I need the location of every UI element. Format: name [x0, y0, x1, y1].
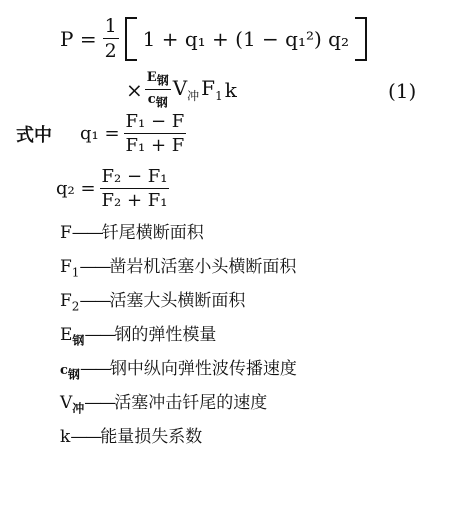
f1-subscript: 1: [215, 89, 223, 103]
def-subscript: 钢: [67, 367, 80, 382]
where-label: 式中: [16, 125, 52, 146]
f1-term: [201, 78, 223, 102]
def-text: 钎尾横断面积: [101, 223, 204, 243]
definition-row: [60, 422, 202, 449]
equation-line-2: [126, 68, 237, 112]
def-subscript: 1: [71, 265, 80, 280]
def-symbol: F: [60, 257, 72, 277]
q1-definition: [80, 112, 186, 156]
def-text: 凿岩机活塞小头横断面积: [109, 257, 297, 277]
q2-fraction: [100, 168, 170, 210]
def-text: 钢的弹性模量: [114, 325, 217, 345]
def-subscript: 冲: [72, 401, 85, 416]
def-dash: ——: [70, 427, 101, 447]
e-steel-subscript: 钢: [156, 74, 169, 88]
def-text: 活塞冲击钎尾的速度: [114, 393, 268, 413]
def-dash: ——: [84, 325, 115, 345]
def-symbol: V: [60, 393, 73, 413]
e-symbol: E: [146, 70, 157, 86]
def-dash: ——: [71, 223, 102, 243]
k-term: k: [224, 78, 237, 102]
definition-row: [60, 252, 296, 279]
definition-row: [60, 218, 204, 245]
c-symbol: c: [147, 92, 156, 107]
q2-lhs: q₂ =: [56, 178, 96, 199]
e-steel-numerator: [145, 71, 171, 90]
def-text: 能量损失系数: [100, 427, 203, 447]
def-dash: ——: [79, 359, 110, 379]
v-impact-subscript: 冲: [187, 89, 200, 103]
def-symbol: F: [60, 223, 72, 243]
definition-row: [60, 388, 267, 416]
bracket-content: 1 + q₁ + (1 − q₁²) q₂: [142, 27, 349, 51]
v-impact-term: [173, 78, 199, 102]
f-symbol: F: [201, 76, 216, 100]
def-subscript: 钢: [72, 333, 85, 348]
def-symbol: k: [60, 427, 71, 447]
v-symbol: V: [172, 76, 188, 100]
equation-line-1: [60, 14, 367, 64]
def-symbol: F: [60, 291, 72, 311]
def-symbol: c: [60, 363, 68, 378]
eq-lhs: P =: [60, 27, 97, 51]
q1-lhs: q₁ =: [80, 123, 120, 144]
c-steel-subscript: 钢: [155, 95, 168, 110]
q2-numerator: F₂ − F₁: [101, 166, 168, 187]
right-square-bracket: [355, 17, 367, 61]
def-symbol: E: [60, 325, 73, 345]
definition-row: [60, 354, 297, 382]
q1-denominator: F₁ + F: [125, 135, 185, 156]
c-steel-denominator: [145, 90, 171, 109]
e-over-c-fraction: [145, 71, 171, 108]
equation-number: (1): [388, 79, 417, 103]
def-subscript: 2: [71, 299, 80, 314]
def-dash: ——: [84, 393, 115, 413]
def-text: 钢中纵向弹性波传播速度: [109, 359, 297, 379]
def-text: 活塞大头横断面积: [109, 291, 246, 311]
half-numerator: 1: [104, 15, 117, 37]
definition-row: [60, 320, 216, 348]
q2-definition: [56, 167, 169, 211]
q1-fraction: [124, 113, 187, 155]
half-denominator: 2: [104, 40, 117, 62]
half-fraction: [103, 17, 119, 61]
definition-row: [60, 286, 245, 313]
times-sign: ×: [126, 78, 143, 102]
q1-numerator: F₁ − F: [125, 111, 185, 132]
def-dash: ——: [79, 291, 110, 311]
left-square-bracket: [125, 17, 137, 61]
q2-denominator: F₂ + F₁: [101, 190, 168, 211]
def-dash: ——: [79, 257, 110, 277]
